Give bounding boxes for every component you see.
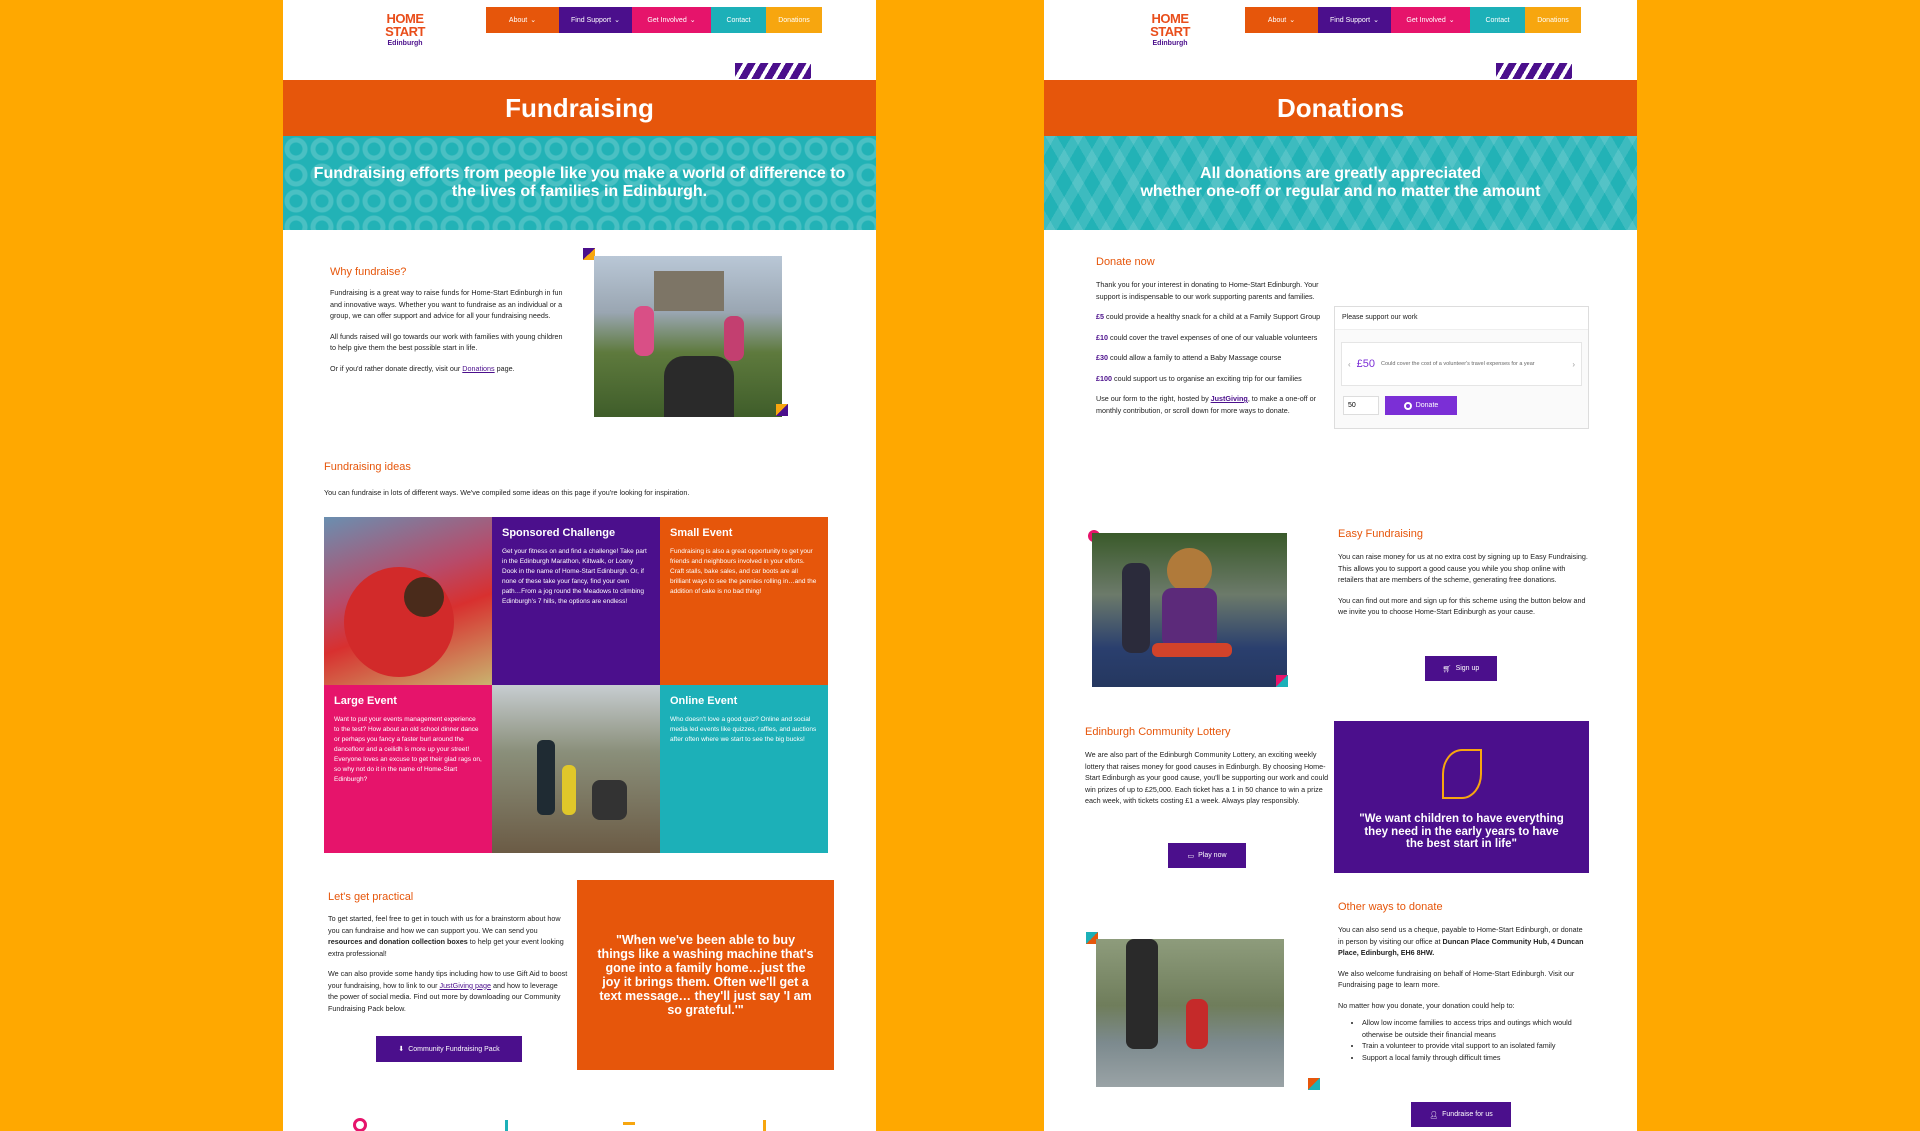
nav-label: Get Involved	[647, 16, 687, 24]
easy-fundraising-heading: Easy Fundraising	[1338, 528, 1423, 540]
tile-title: Large Event	[334, 695, 397, 707]
decorative-icon	[763, 1120, 766, 1131]
donation-item	[1096, 311, 1321, 323]
chevron-down-icon: ⌄	[689, 17, 696, 24]
adult-figure	[537, 740, 555, 815]
child-coat	[1162, 588, 1217, 648]
toddler-figure	[1186, 999, 1208, 1049]
tile-text: Want to put your events management experience to the test? How about an old school dinner dance or perhaps you fancy a faster burl around the dancefloor and a ceilidh is more up your street! Everyone loves an excuse to get their glad rags on, so why not do it in the name of Home-Start Edinburgh?	[334, 716, 482, 783]
paragraph: You can raise money for us at no extra cost by signing up to Easy Fundraising. This allows you to support a good cause you while you shop online with retailers that are members of the scheme, generating free donations.	[1338, 552, 1588, 584]
paragraph	[330, 363, 565, 375]
why-fundraise-heading: Why fundraise?	[330, 266, 407, 278]
donate-button[interactable]	[1385, 396, 1457, 415]
cart-icon: 🛒︎	[1442, 665, 1452, 673]
chevron-down-icon: ⌄	[530, 17, 537, 24]
decorative-corner	[1308, 1078, 1320, 1090]
decorative-corner	[776, 404, 788, 416]
sponsored-challenge-tile	[492, 517, 660, 685]
donation-item	[1096, 332, 1321, 344]
ideas-intro: You can fundraise in lots of different ways. We've compiled some ideas on this page if you're looking for inspiration.	[324, 488, 690, 497]
decorative-corner	[1276, 675, 1288, 687]
text: could cover the travel expenses of one of our valuable volunteers	[1108, 332, 1318, 342]
logo-subtext: Edinburgh	[1152, 40, 1188, 47]
lets-get-practical-heading: Let's get practical	[328, 891, 414, 903]
nav-label: About	[1267, 16, 1287, 24]
play-now-button[interactable]	[1168, 843, 1246, 868]
justgiving-link[interactable]: JustGiving	[1210, 394, 1248, 403]
online-event-tile	[660, 685, 828, 853]
text: could allow a family to attend a Baby Massage course	[1108, 353, 1282, 362]
fundraising-page	[283, 0, 876, 1131]
plant-icon	[1442, 749, 1482, 799]
paragraph: You can find out more and sign up for this scheme using the button below and we invite you to choose Home-Start Edinburgh as your cause.	[1338, 595, 1586, 616]
banner-line: All donations are greatly appreciated	[1200, 165, 1481, 182]
bold-text: Duncan Place Community Hub, 4 Duncan Place, Edinburgh, EH6 8HW.	[1338, 936, 1584, 957]
other-ways-heading: Other ways to donate	[1338, 901, 1443, 913]
bold-text: resources and donation collection boxes	[328, 937, 468, 946]
amount-input[interactable]	[1343, 396, 1379, 415]
list-item: • Train a volunteer to provide vital support to an isolated family	[1362, 1040, 1588, 1052]
family-castle-photo	[594, 256, 782, 417]
nav-about[interactable]	[1245, 7, 1318, 33]
nav-donations[interactable]	[1525, 7, 1581, 33]
adults-figure	[664, 356, 734, 417]
banner-text: Fundraising efforts from people like you make a world of difference to the lives of families in Edinburgh.	[283, 136, 876, 230]
tile-title: Sponsored Challenge	[502, 527, 616, 539]
donation-item	[1096, 373, 1321, 385]
nav-find-support[interactable]	[1318, 7, 1391, 33]
child-swing-photo	[1092, 533, 1287, 687]
paragraph: All funds raised will go towards our work with families with young children to help give them the best possible start in life.	[330, 331, 563, 352]
site-header	[1044, 0, 1637, 80]
lottery-quote-box	[1334, 721, 1589, 873]
chevron-down-icon: ⌄	[1289, 17, 1296, 24]
paragraph: No matter how you donate, your donation could help to:	[1338, 1000, 1515, 1010]
nav-find-support[interactable]	[559, 7, 632, 33]
text: could provide a healthy snack for a child at a Family Support Group	[1104, 312, 1321, 321]
button-label: Fundraise for us	[1442, 1111, 1493, 1118]
paragraph: Thank you for your interest in donating to Home-Start Edinburgh. Your support is indispensable to our work supporting parents and families.	[1096, 280, 1319, 301]
paragraph	[328, 968, 568, 1014]
help-list	[1338, 1017, 1588, 1063]
swing-seat	[1152, 643, 1232, 657]
button-label: Play now	[1198, 852, 1227, 859]
donate-now-heading: Donate now	[1096, 256, 1155, 268]
page-title: Donations	[1044, 80, 1637, 136]
justgiving-icon	[1404, 402, 1412, 410]
text: We can also provide some handy tips including how to use Gift Aid to boost your fundraising, how to link to our	[328, 969, 568, 990]
donation-item	[1096, 352, 1321, 364]
amount: £100	[1096, 373, 1112, 383]
download-icon: ⬇	[398, 1046, 405, 1053]
tile-text: Fundraising is also a great opportunity to get your friends and neighbours involved in your efforts. Craft stalls, bake sales, and car boots are all brilliant ways to see the pennies rolling in…and the addition of cake is no bad thing!	[670, 548, 817, 595]
paragraph	[1096, 393, 1321, 416]
nav-contact[interactable]	[711, 7, 766, 33]
adult-figure	[1126, 939, 1158, 1049]
lottery-heading: Edinburgh Community Lottery	[1085, 726, 1231, 738]
tile-title: Small Event	[670, 527, 733, 539]
main-nav	[486, 7, 822, 33]
text: , to make a one-off or monthly contribution, or scroll down for more ways to donate.	[1096, 394, 1316, 415]
amount: £10	[1096, 332, 1108, 342]
sign-up-button[interactable]	[1425, 656, 1497, 681]
decorative-icon	[505, 1120, 508, 1131]
nav-label: Find Support	[571, 16, 612, 24]
nav-label: Find Support	[1330, 16, 1371, 24]
child-figure	[634, 306, 654, 356]
child-walking-photo	[1096, 939, 1284, 1087]
donations-link[interactable]: Donations	[462, 363, 495, 373]
nav-label: Donations	[1537, 16, 1569, 24]
chevron-down-icon: ⌄	[614, 17, 620, 24]
text: To get started, feel free to get in touch with us for a brainstorm about how you can fundraise and how we can support you. We can send you	[328, 914, 561, 935]
site-header	[283, 0, 876, 80]
text: page.	[494, 363, 515, 373]
decorative-stripes	[735, 63, 811, 79]
amount: £30	[1096, 353, 1108, 362]
banner-line: whether one-off or regular and no matter the amount	[1140, 183, 1541, 200]
decorative-icon	[623, 1122, 635, 1131]
text: Use our form to the right, hosted by	[1096, 394, 1211, 403]
nav-label: Donations	[778, 16, 810, 24]
logo-text: HOME START	[1150, 11, 1190, 39]
text: You can also send us a cheque, payable to Home-Start Edinburgh, or donate in person by visiting our office at	[1338, 925, 1583, 946]
nav-label: Contact	[1485, 16, 1510, 24]
paragraph: Fundraising is a great way to raise funds for Home-Start Edinburgh in fun and innovative ways. Whether you want to fundraise as an individual or a group, we can offer support and advice for all your fundraising needs.	[330, 288, 563, 320]
why-fundraise-text	[330, 287, 565, 383]
nav-donations[interactable]	[766, 7, 822, 33]
chevron-right-icon[interactable]: ›	[1572, 359, 1575, 369]
ticket-icon: ▭	[1187, 852, 1195, 860]
other-ways-text	[1338, 924, 1588, 1063]
practical-text	[328, 913, 568, 1023]
banner	[1044, 136, 1637, 230]
easy-fundraising-text	[1338, 551, 1588, 627]
fundraise-for-us-button[interactable]	[1411, 1102, 1511, 1127]
community-fundraising-pack-button[interactable]	[376, 1036, 522, 1062]
castle-shape	[654, 271, 724, 311]
nav-contact[interactable]	[1470, 7, 1525, 33]
tile-text: Get your fitness on and find a challenge! Take part in the Edinburgh Marathon, Kiltwalk, or Loony Dook in the name of Home-Start Edinburgh. Or, if none of these take your fancy, find your own path…From a jog round the Meadows to climbing Edinburgh's 7 hills, the options are endless!	[502, 548, 647, 605]
large-event-tile	[324, 685, 492, 853]
button-label: Community Fundraising Pack	[408, 1045, 500, 1053]
fundraising-ideas-heading: Fundraising ideas	[324, 461, 411, 473]
donation-widget	[1334, 306, 1589, 429]
nav-get-involved[interactable]	[632, 7, 711, 33]
donations-page	[1044, 0, 1637, 1131]
quote-text: "We want children to have everything they need in the early years to have the best start in life"	[1359, 813, 1564, 851]
selected-amount[interactable]: £50	[1356, 358, 1376, 370]
decorative-icon	[353, 1118, 367, 1131]
text: Or if you'd rather donate directly, visit our	[330, 363, 463, 373]
tile-title: Online Event	[670, 695, 738, 707]
button-label: Donate	[1415, 402, 1439, 409]
logo-subtext: Edinburgh	[387, 40, 423, 47]
amount-description: Could cover the cost of a volunteer's travel expenses for a year	[1381, 361, 1535, 367]
chevron-down-icon: ⌄	[1373, 17, 1379, 24]
paragraph	[328, 913, 568, 959]
lottery-text: We are also part of the Edinburgh Community Lottery, an exciting weekly lottery that raises money for good causes in Edinburgh. By choosing Home-Start Edinburgh as your good cause, you'll be supporting our work and could win prizes of up to £25,000. Each ticket has a 1 in 50 chance to win a prize each week, with tickets costing £1 a week. Always play responsibly.	[1085, 750, 1329, 805]
paragraph: We also welcome fundraising on behalf of Home-Start Edinburgh. Visit our Fundraising page to learn more.	[1338, 968, 1575, 989]
text: could support us to organise an exciting trip for our families	[1112, 373, 1302, 383]
nav-label: About	[508, 16, 528, 24]
home-start-logo[interactable]	[383, 12, 427, 47]
list-item: • Allow low income families to access trips and outings which would otherwise be outside their financial means	[1362, 1017, 1588, 1040]
decorative-stripes	[1496, 63, 1572, 79]
amount-carousel	[1341, 342, 1582, 386]
home-start-logo[interactable]	[1148, 12, 1192, 47]
adult-figure	[1122, 563, 1150, 653]
nav-label: Get Involved	[1406, 16, 1446, 24]
pram-shape	[592, 780, 627, 820]
nav-get-involved[interactable]	[1391, 7, 1470, 33]
justgiving-link[interactable]: JustGiving page	[439, 980, 492, 990]
child-figure	[562, 765, 576, 815]
paragraph	[1338, 924, 1588, 959]
family-park-photo	[492, 685, 660, 853]
page-title: Fundraising	[283, 80, 876, 136]
donate-now-text	[1096, 279, 1321, 425]
nav-about[interactable]	[486, 7, 559, 33]
button-label: Sign up	[1455, 665, 1480, 672]
amount: £5	[1096, 312, 1104, 321]
tile-text: Who doesn't love a good quiz? Online and social media led events like quizzes, raffles, and auctions after often where we start to see the big bucks!	[670, 716, 817, 743]
small-event-tile	[660, 517, 828, 685]
child-hug-photo	[324, 517, 492, 685]
child-head	[404, 577, 444, 617]
widget-header: Please support our work	[1335, 307, 1588, 330]
nav-label: Contact	[726, 16, 751, 24]
user-plus-icon: 👤︎	[1429, 1111, 1439, 1119]
child-figure	[724, 316, 744, 361]
logo-text: HOME START	[385, 11, 425, 39]
chevron-down-icon: ⌄	[1448, 17, 1455, 24]
text: to help get your event looking extra professional!	[328, 937, 564, 958]
chevron-left-icon[interactable]: ‹	[1348, 359, 1351, 369]
quote-box: "When we've been able to buy things like a washing machine that's gone into a family home…just the joy it brings them. Often we'll get a text message… they'll just say 'I am so grateful.'"	[577, 880, 834, 1070]
fur-hood	[1167, 548, 1212, 593]
list-item: • Support a local family through difficult times	[1362, 1052, 1588, 1064]
main-nav	[1245, 7, 1581, 33]
text: and how to leverage the power of social media. Find out more by downloading our Community Fundraising Pack below.	[328, 980, 561, 1013]
